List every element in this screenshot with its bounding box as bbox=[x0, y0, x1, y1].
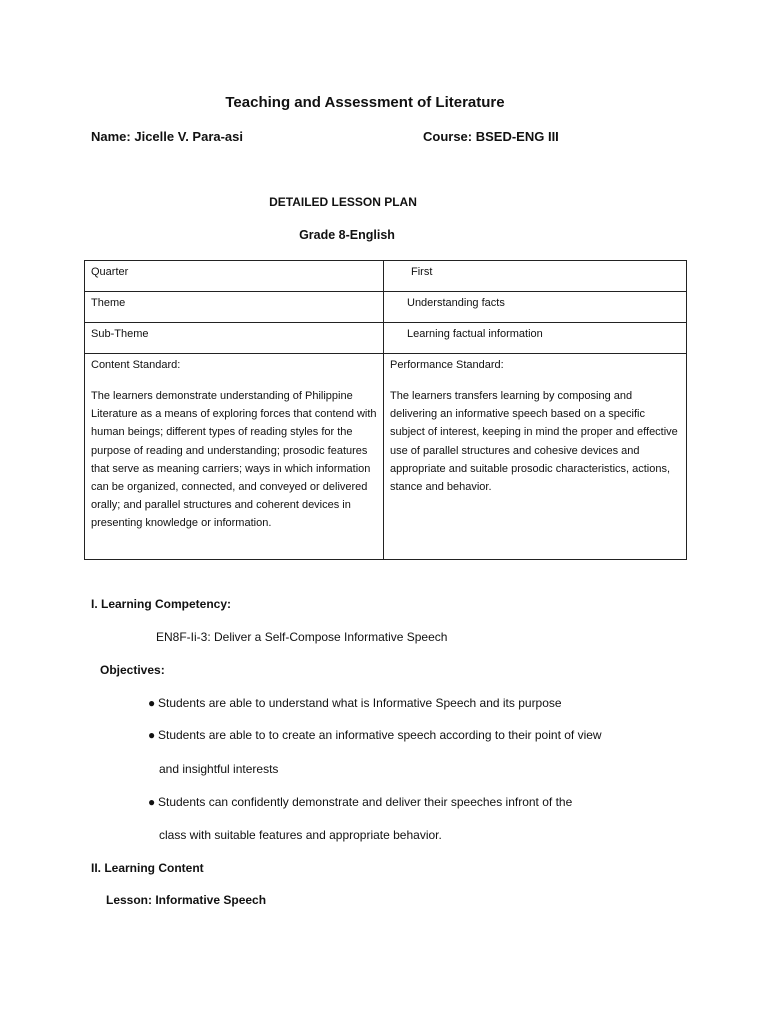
table-row bbox=[85, 261, 687, 292]
objectives-heading: Objectives: bbox=[100, 663, 165, 677]
objective-text: Students can confidently demonstrate and deliver their speeches infront of the bbox=[158, 795, 573, 809]
quarter-label: Quarter bbox=[91, 266, 129, 278]
learning-competency-heading: I. Learning Competency: bbox=[91, 597, 232, 611]
performance-standard-cell bbox=[384, 354, 687, 560]
objective-item bbox=[148, 696, 562, 710]
learning-content-heading: II. Learning Content bbox=[91, 861, 204, 875]
table-row bbox=[85, 292, 687, 323]
student-name: Name: Jicelle V. Para-asi bbox=[91, 129, 244, 144]
table-cell-value bbox=[384, 261, 687, 292]
sub-theme-value: Learning factual information bbox=[407, 328, 543, 340]
bullet-icon: ● bbox=[148, 795, 156, 809]
table-cell-value bbox=[384, 292, 687, 323]
objective-text: Students are able to to create an informative speech according to their point of view bbox=[158, 728, 602, 742]
grade-label: Grade 8-English bbox=[299, 228, 395, 242]
table-cell-label bbox=[85, 323, 384, 354]
objective-text: Students are able to understand what is Informative Speech and its purpose bbox=[158, 696, 562, 710]
objective-item bbox=[148, 728, 602, 742]
table-cell-label bbox=[85, 261, 384, 292]
objective-continuation: class with suitable features and appropriate behavior. bbox=[159, 828, 442, 842]
lesson-title: Lesson: Informative Speech bbox=[106, 893, 267, 907]
table-row bbox=[85, 323, 687, 354]
sub-theme-label: Sub-Theme bbox=[91, 328, 149, 340]
content-standard-text: The learners demonstrate understanding of Philippine Literature as a means of exploring forces that contend with human beings; different types of reading styles for the purpose of reading and understanding; prosodic features that serve as meaning carriers; ways in which information can be organized, connected, and conveyed or delivered orally; and parallel structures and coherent devices in presenting knowledge or information. bbox=[91, 390, 377, 530]
bullet-icon: ● bbox=[148, 696, 156, 710]
performance-standard-heading: Performance Standard: bbox=[390, 359, 504, 371]
table-cell-value bbox=[384, 323, 687, 354]
bullet-icon: ● bbox=[148, 728, 156, 742]
plan-title: DETAILED LESSON PLAN bbox=[269, 195, 417, 209]
objective-item bbox=[148, 795, 572, 809]
theme-label: Theme bbox=[91, 297, 126, 309]
theme-value: Understanding facts bbox=[407, 297, 505, 309]
table-row bbox=[85, 354, 687, 560]
lesson-info-table bbox=[84, 260, 687, 560]
course-label: Course: BSED-ENG III bbox=[423, 129, 559, 144]
quarter-value: First bbox=[411, 266, 433, 278]
content-standard-heading: Content Standard: bbox=[91, 359, 181, 371]
performance-standard-text: The learners transfers learning by composing and delivering an informative speech based on a specific subject of interest, keeping in mind the proper and effective use of parallel structures and cohesive devices and appropriate and suitable prosodic characteristics, actions, stance and behavior. bbox=[390, 390, 678, 494]
document-title: Teaching and Assessment of Literature bbox=[225, 94, 505, 111]
table-cell-label bbox=[85, 292, 384, 323]
competency-text: EN8F-Ii-3: Deliver a Self-Compose Informative Speech bbox=[156, 630, 448, 644]
content-standard-cell bbox=[85, 354, 384, 560]
objective-continuation: and insightful interests bbox=[159, 762, 279, 776]
